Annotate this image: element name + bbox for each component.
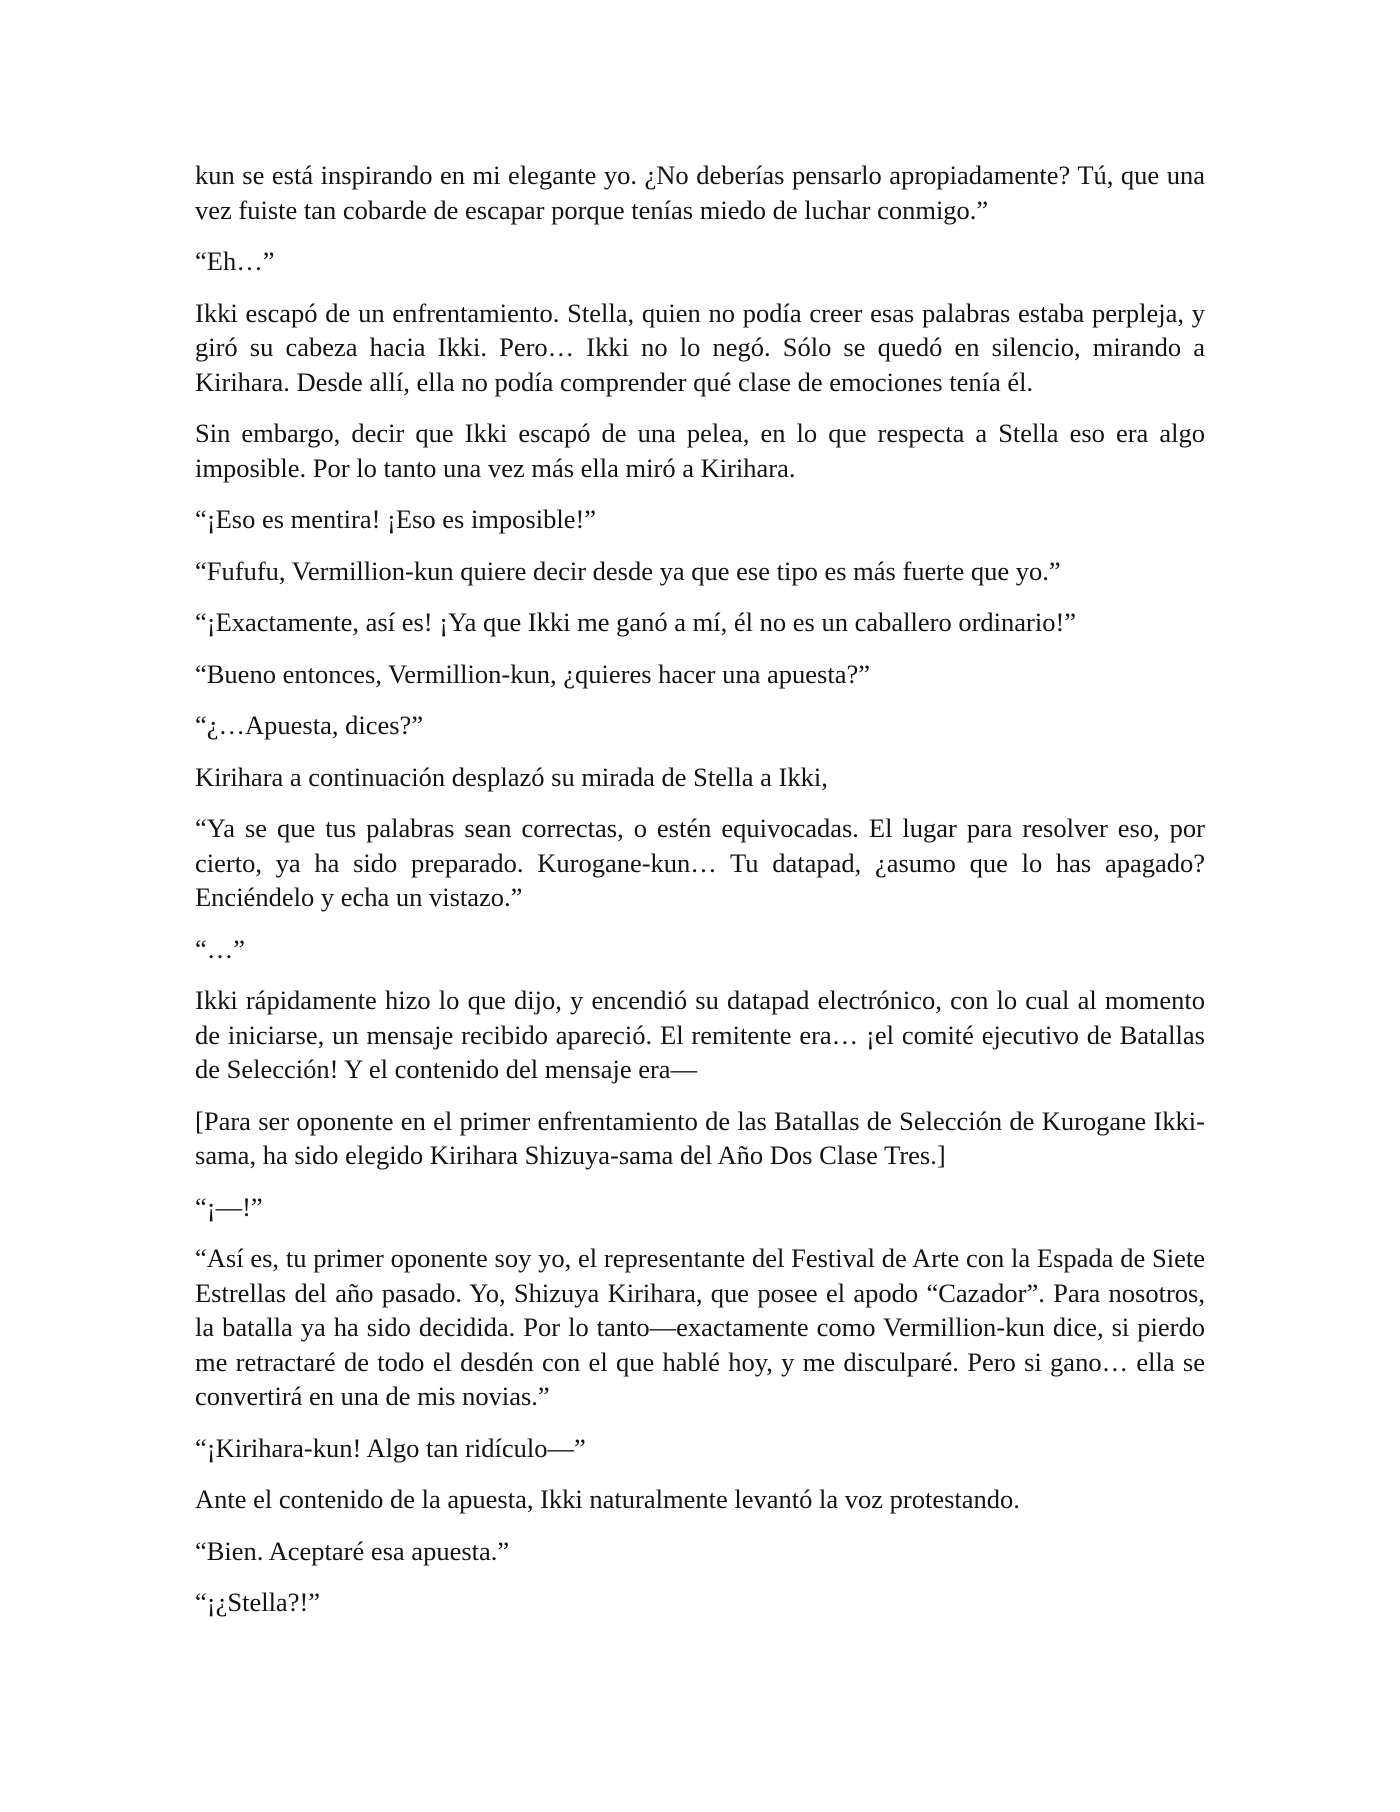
paragraph-16: “Así es, tu primer oponente soy yo, el representante del Festival de Arte con la Espada de Siete Estrellas del año pasado. Yo, Shizuya Kirihara, que posee el apodo “Cazador”. Para nosotros, la batalla ya ha sido decidida. Por lo tanto—exactamente como Vermillion-kun dice, si pierdo me retractaré de todo el desdén con el que hablé hoy, y me disculparé. Pero si gano… ella se convertirá en una de mis novias.” [195, 1243, 1205, 1411]
paragraph-5: “¡Eso es mentira! ¡Eso es imposible!” [195, 504, 597, 534]
document-page [195, 158, 1205, 1637]
paragraph-13: Ikki rápidamente hizo lo que dijo, y encendió su datapad electrónico, con lo cual al momento de iniciarse, un mensaje recibido apareció. El remitente era… ¡el comité ejecutivo de Batallas de Selección! Y el contenido del mensaje era— [195, 985, 1205, 1084]
paragraph-12: “…” [195, 933, 246, 964]
paragraph-7: “¡Exactamente, así es! ¡Ya que Ikki me ganó a mí, él no es un caballero ordinario!” [195, 607, 1077, 637]
paragraph-3: Ikki escapó de un enfrentamiento. Stella, quien no podía creer esas palabras estaba perpleja, y giró su cabeza hacia Ikki. Pero… Ikki no lo negó. Sólo se quedó en silencio, mirando a Kirihara. Desde allí, ella no podía comprender qué clase de emociones tenía él. [195, 297, 1205, 397]
paragraph-15: “¡—!” [195, 1191, 263, 1222]
paragraph-9: “¿…Apuesta, dices?” [195, 710, 424, 740]
paragraph-4: Sin embargo, decir que Ikki escapó de una pelea, en lo que respecta a Stella eso era algo imposible. Por lo tanto una vez más ella miró a Kirihara. [195, 418, 1205, 483]
paragraph-14: [Para ser oponente en el primer enfrentamiento de las Batallas de Selección de Kurogane Ikki-sama, ha sido elegido Kirihara Shizuya-sama del Año Dos Clase Tres.] [195, 1105, 1205, 1170]
paragraph-1: kun se está inspirando en mi elegante yo. ¿No deberías pensarlo apropiadamente? Tú, que una vez fuiste tan cobarde de escapar porque tenías miedo de luchar conmigo.” [195, 160, 1205, 225]
paragraph-19: “Bien. Aceptaré esa apuesta.” [195, 1535, 510, 1566]
paragraph-11: “Ya se que tus palabras sean correctas, o estén equivocadas. El lugar para resolver eso, por cierto, ya ha sido preparado. Kurogane-kun… Tu datapad, ¿asumo que lo has apagado? Enciéndelo y echa un vistazo.” [195, 813, 1205, 912]
paragraph-6: “Fufufu, Vermillion-kun quiere decir desde ya que ese tipo es más fuerte que yo.” [195, 555, 1061, 586]
paragraph-8: “Bueno entonces, Vermillion-kun, ¿quieres hacer una apuesta?” [195, 658, 870, 689]
paragraph-18: Ante el contenido de la apuesta, Ikki naturalmente levantó la voz protestando. [195, 1484, 1020, 1514]
paragraph-10: Kirihara a continuación desplazó su mirada de Stella a Ikki, [195, 761, 828, 792]
paragraph-20: “¡¿Stella?!” [195, 1587, 321, 1617]
paragraph-2: “Eh…” [195, 246, 275, 276]
paragraph-17: “¡Kirihara-kun! Algo tan ridículo—” [195, 1432, 586, 1463]
